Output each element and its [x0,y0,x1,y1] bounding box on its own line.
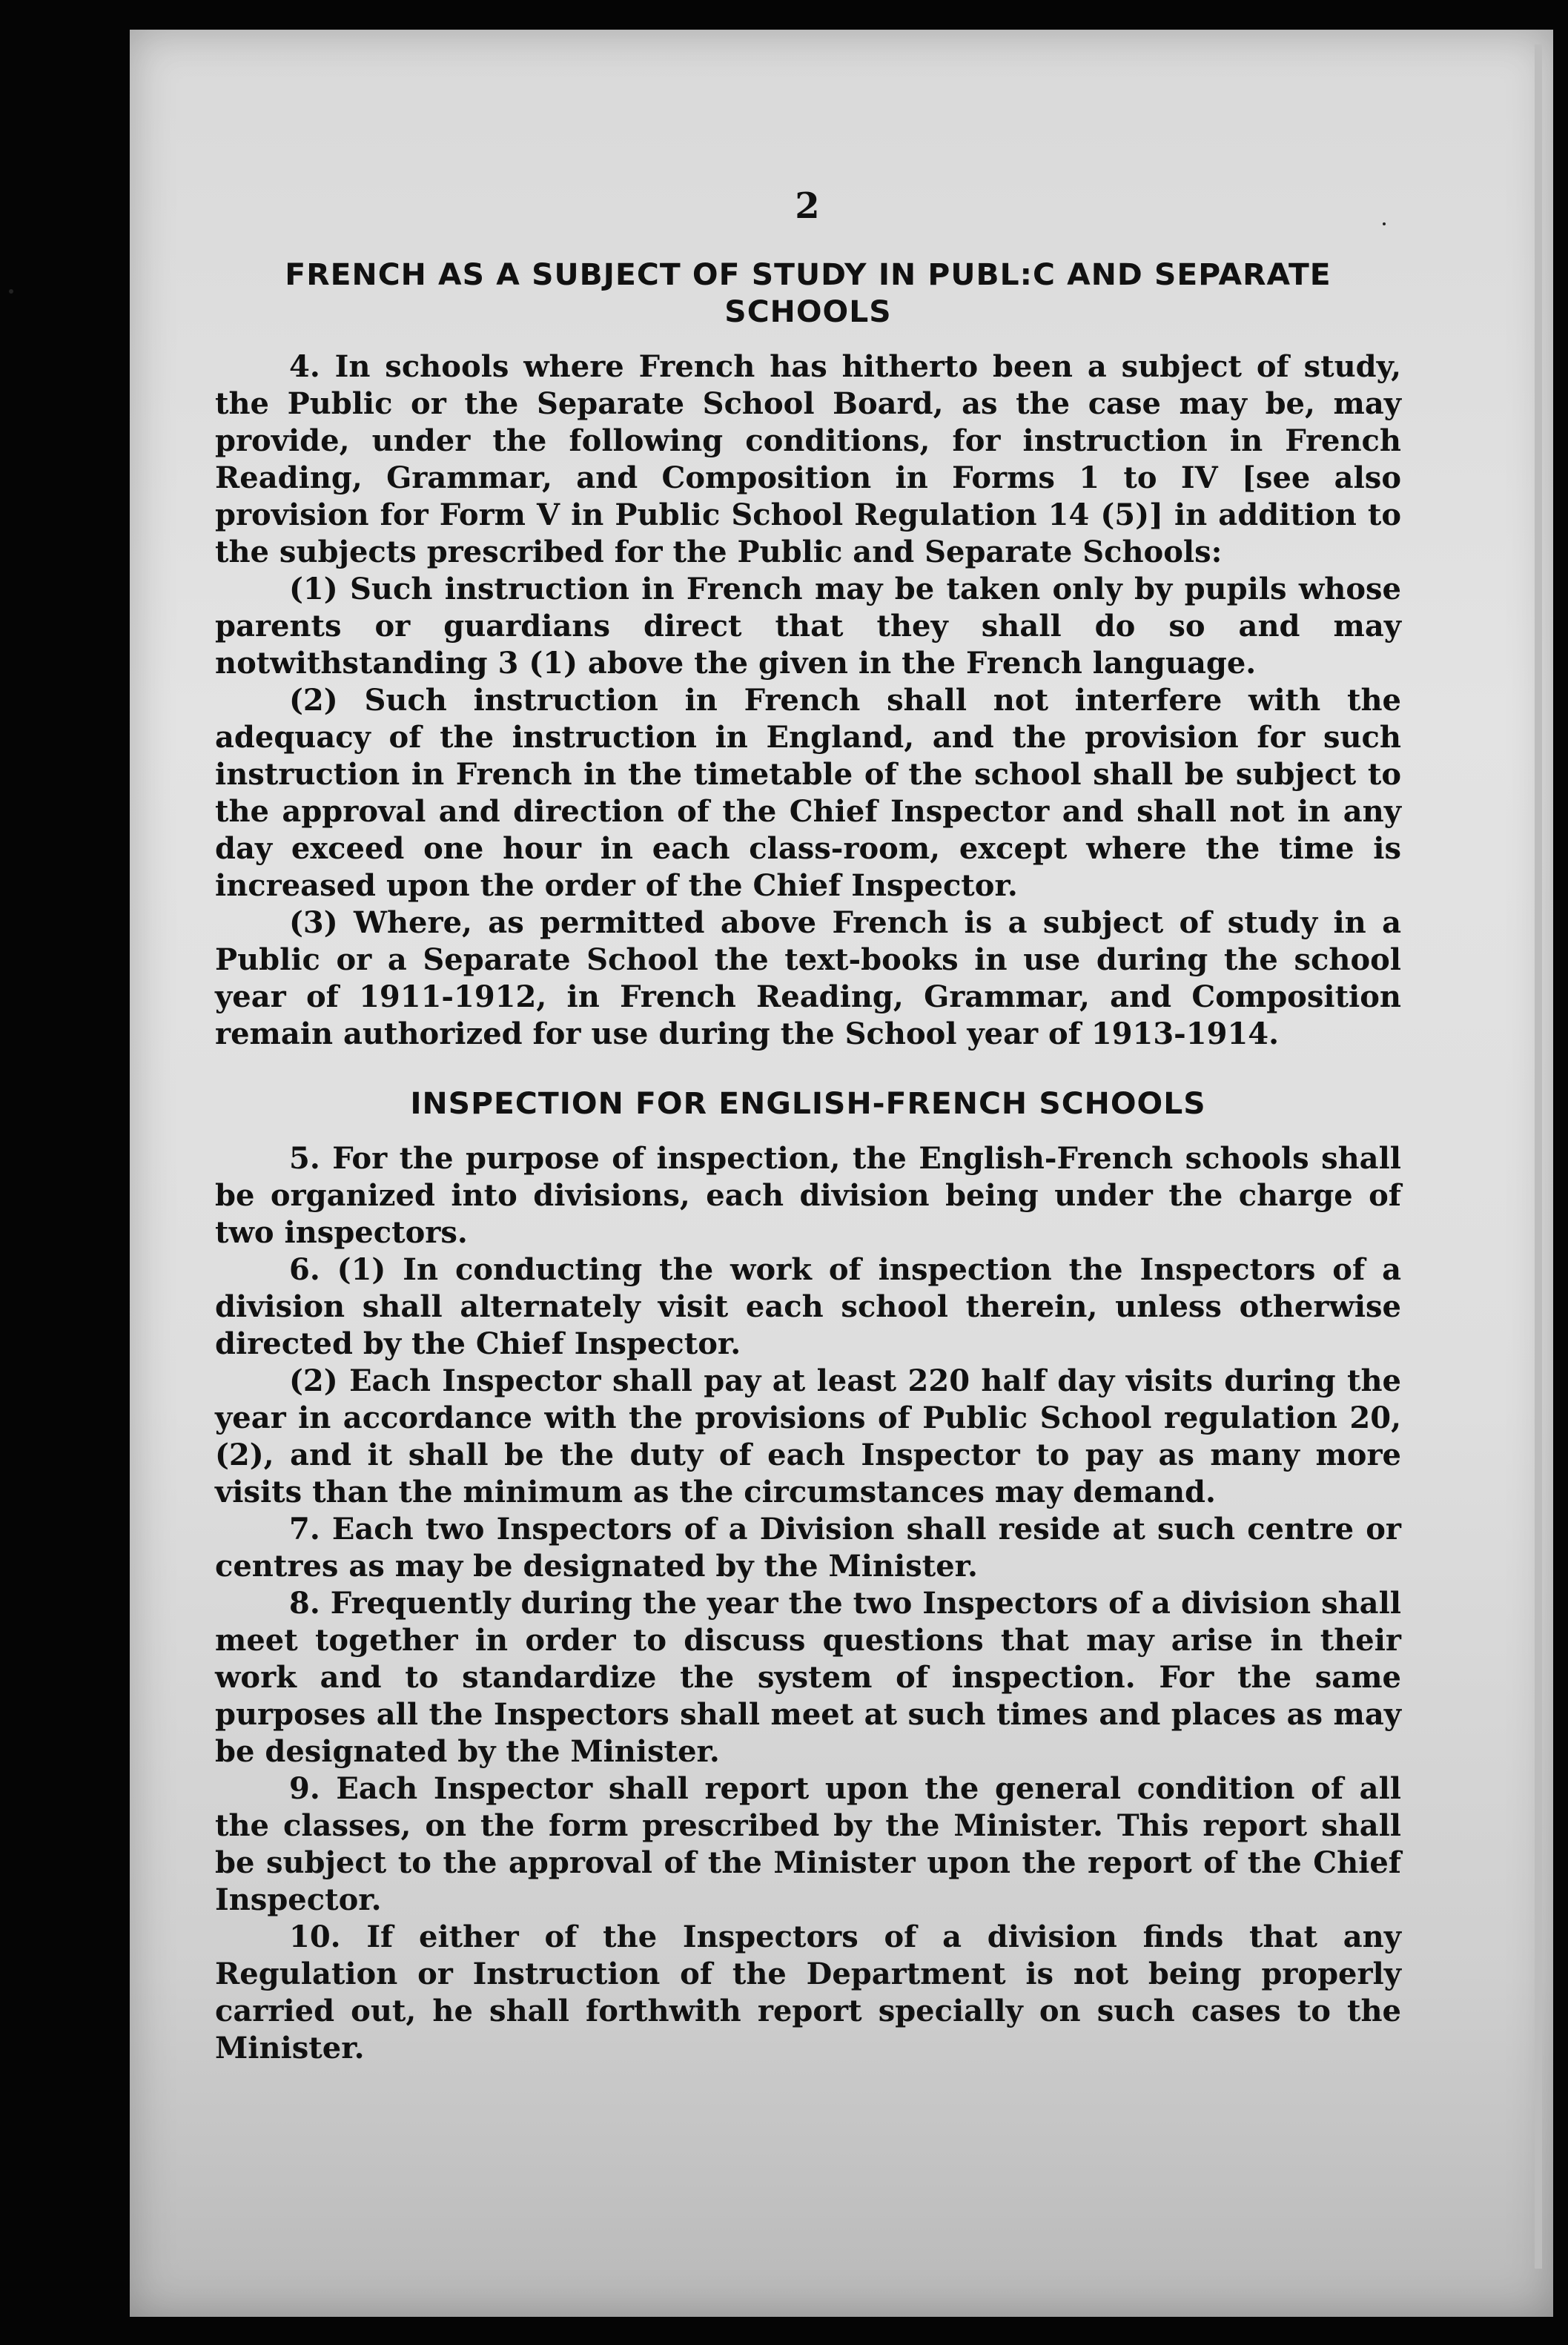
paragraph-5: 5. For the purpose of inspection, the English-French schools shall be organized into divisions, each division being under the charge of two inspectors. [215,1141,1401,1250]
page-number: 2 [795,185,821,227]
section-heading-inspection: INSPECTION FOR ENGLISH-FRENCH SCHOOLS [410,1087,1206,1121]
document-body [215,185,1401,2067]
scan-speck [9,289,13,294]
paragraph-6-2: (2) Each Inspector shall pay at least 220 half day visits during the year in accordance with the provisions of Public School regulation 20, (2), and it shall be the duty of each Inspector to pay as many more visits than the minimum as the circumstances may demand. [215,1363,1401,1509]
paragraph-8: 8. Frequently during the year the two Inspectors of a division shall meet together in order to discuss questions that may arise in their work and to standardize the system of inspection. For the same purposes all the Inspectors shall meet at such times and places as may be designated by the Minister. [215,1586,1401,1769]
paragraph-4: 4. In schools where French has hitherto been a subject of study, the Public or the Separate School Board, as the case may be, may provide, under the following conditions, for instruction in French Reading, Grammar, and Composition in Forms 1 to IV [see also provision for Form V in Public School Regulation 14 (5)] in addition to the subjects prescribed for the Public and Separate Schools: [215,349,1401,569]
paragraph-10: 10. If either of the Inspectors of a division finds that any Regulation or Instruction of the Department is not being properly carried out, he shall forthwith report specially on such cases to the Minister. [215,1919,1401,2065]
scan-speck [1383,222,1386,225]
paragraph-9: 9. Each Inspector shall report upon the general condition of all the classes, on the form prescribed by the Minister. This report shall be subject to the approval of the Minister upon the report of the Chief Inspector. [215,1771,1401,1917]
paragraph-6-1: 6. (1) In conducting the work of inspection the Inspectors of a division shall alternately visit each school therein, unless otherwise directed by the Chief Inspector. [215,1252,1401,1361]
paragraph-4-3: (3) Where, as permitted above French is a subject of study in a Public or a Separate School the text-books in use during the school year of 1911-1912, in French Reading, Grammar, and Composition remain authorized for use during the School year of 1913-1914. [215,905,1401,1051]
page-edge [1535,44,1542,2269]
paragraph-7: 7. Each two Inspectors of a Division shall reside at such centre or centres as may be designated by the Minister. [215,1512,1401,1584]
paragraph-4-2: (2) Such instruction in French shall not interfere with the adequacy of the instruction in England, and the provision for such instruction in French in the timetable of the school shall be subject to the approval and direction of the Chief Inspector and shall not in any day exceed one hour in each class-room, except where the time is increased upon the order of the Chief Inspector. [215,683,1401,903]
paragraph-4-1: (1) Such instruction in French may be taken only by pupils whose parents or guardians direct that they shall do so and may notwithstanding 3 (1) above the given in the French language. [215,572,1401,681]
section-heading-french-study: FRENCH AS A SUBJECT OF STUDY IN PUBL:C AND SEPARATE SCHOOLS [285,258,1332,329]
